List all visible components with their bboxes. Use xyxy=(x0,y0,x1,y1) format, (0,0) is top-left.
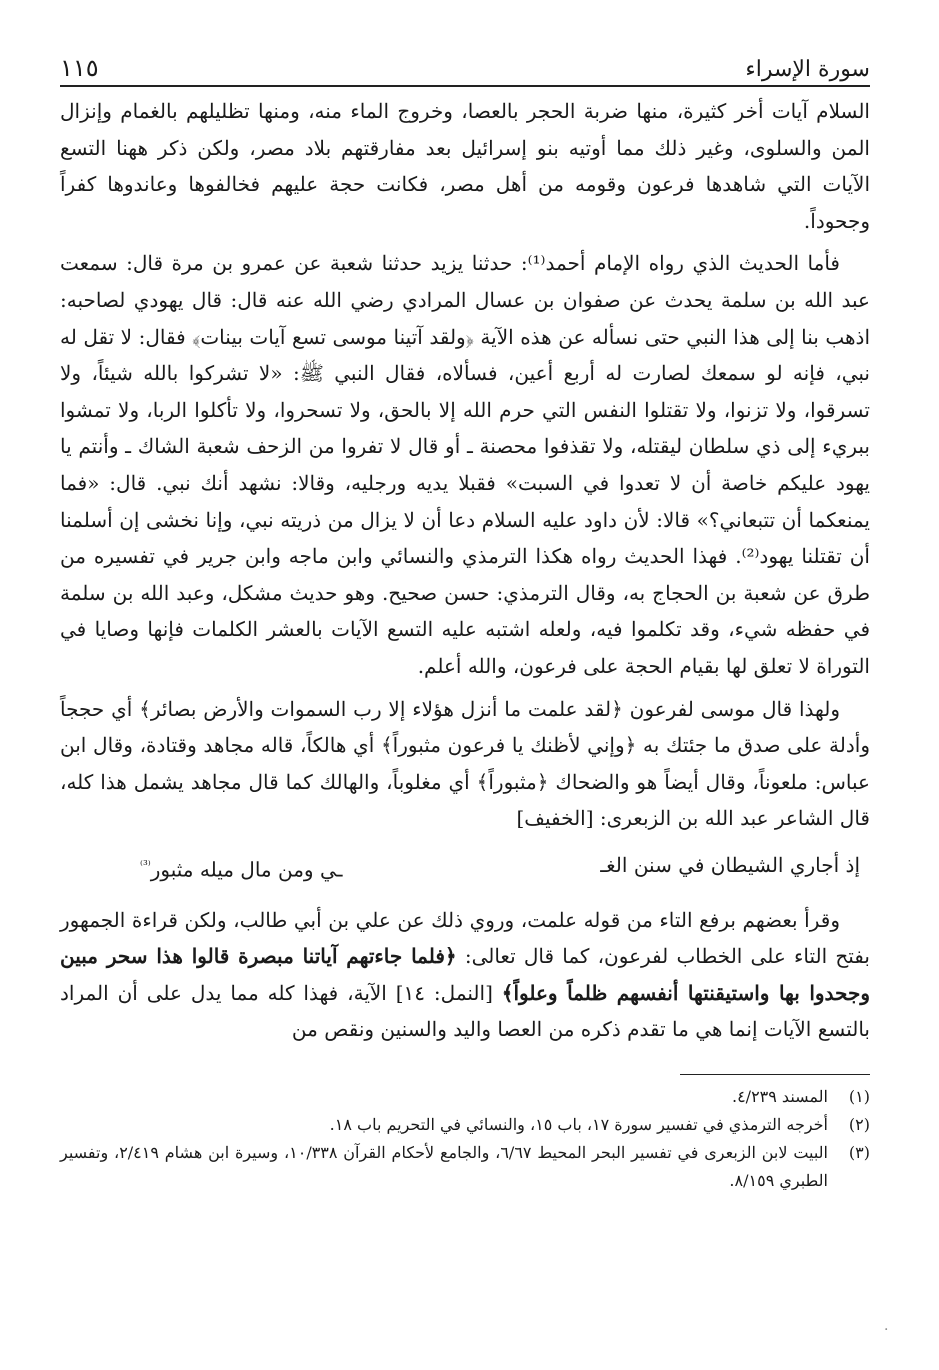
quran-quote-bold: ﴿فلما جاءتهم آياتنا مبصرة قالوا هذا سحر مبين وجحدوا بها واستيقنتها أنفسهم ظلماً وعلواً﴾ xyxy=(60,944,870,1005)
paragraph-3: ولهذا قال موسى لفرعون ﴿لقد علمت ما أنزل هؤلاء إلا رب السموات والأرض بصائر﴾ أي حججاً وأدلة على صدق ما جئتك به ﴿وإني لأظنك يا فرعون مثبوراً﴾ أي هالكاً، قاله مجاهد وقتادة، وقال ابن عباس: ملعوناً، وقال أيضاً هو والضحاك ﴿مثبوراً﴾ أي مغلوباً، والهالك كما قال مجاهد يشمل هذا كله، قال الشاعر عبد الله بن الزبعرى: [الخفيف] xyxy=(60,696,870,831)
footnote-number: (١) xyxy=(848,1086,870,1106)
footnote-3 xyxy=(60,1139,870,1195)
verse-footnote-mark: ⁽³⁾ xyxy=(140,857,151,872)
footnotes xyxy=(60,1083,870,1195)
paragraph-4-continuation: [النمل: ١٤] الآية، فهذا كله مما يدل على أن المراد بالتسع الآيات إنما هي ما تقدم ذكره من العصا واليد والسنين ونقص من xyxy=(60,980,870,1042)
footnote-divider xyxy=(680,1074,870,1075)
footnote-text: أخرجه الترمذي في تفسير سورة ١٧، باب ١٥، والنسائي في التحريم باب ١٨. xyxy=(329,1114,828,1134)
footnote-1 xyxy=(60,1083,870,1111)
footnote-text: البيت لابن الزبعرى في تفسير البحر المحيط ٦/٦٧، والجامع لأحكام القرآن ١٠/٣٣٨، وسيرة ابن هشام ٢/٤١٩، وتفسير الطبري ٨/١٥٩. xyxy=(60,1142,829,1190)
verse-first-hemistich: إذ أجاري الشيطان في سنن الغـ xyxy=(600,852,860,877)
final-paragraph xyxy=(60,902,870,1048)
paragraph-1: السلام آيات أخر كثيرة، منها ضربة الحجر بالعصا، وخروج الماء منه، ومنها تظليلهم بالغمام وإنزال المن والسلوى، وغير ذلك مما أوتيه بنو إسرائيل بعد مفارقتهم بلاد مصر، ولكن ذكر ههنا التسع الآيات التي شاهدها فرعون وقومه من أهل مصر، فكانت حجة عليهم فخالفوها وعاندوها كفراً وجحوداً. xyxy=(60,99,870,233)
footnote-text: المسند ٤/٢٣٩. xyxy=(731,1086,828,1106)
verse-second-hemistich xyxy=(140,847,342,888)
main-text xyxy=(60,93,870,837)
footnote-number: (٢) xyxy=(848,1114,870,1134)
paragraph-4-intro: وقرأ بعضهم برفع التاء من قوله علمت، وروي ذلك عن علي بن أبي طالب، ولكن قراءة الجمهور بفتح التاء على الخطاب لفرعون، كما قال تعالى: xyxy=(60,907,870,969)
page-number: ١١٥ xyxy=(60,54,99,82)
paragraph-4 xyxy=(60,902,870,1048)
page-header xyxy=(60,40,870,87)
footnote-2 xyxy=(60,1111,870,1139)
margin-dot: · xyxy=(884,1322,889,1338)
book-page xyxy=(60,40,870,1340)
verse-second-hemistich-text: ـي ومن مال ميله مثبور xyxy=(150,857,343,882)
poetry-verse xyxy=(60,843,870,896)
surah-title: سورة الإسراء xyxy=(745,57,870,82)
footnote-number: (٣) xyxy=(848,1142,870,1162)
paragraph-2: فأما الحديث الذي رواه الإمام أحمد⁽¹⁾: حدثنا يزيد حدثنا شعبة عن عمرو بن مرة قال: سمعت عبد الله بن سلمة يحدث عن صفوان بن عسال المرادي رضي الله عنه قال: قال يهودي لصاحبه: اذهب بنا إلى هذا النبي حتى نسأله عن هذه الآية ﴿ولقد آتينا موسى تسع آيات بينات﴾ فقال: لا تقل له نبي، فإنه لو سمعك لصارت له أربع أعين، فسألاه، فقال النبي ﷺ: «لا تشركوا بالله شيئاً، ولا تسرقوا، ولا تزنوا، ولا تقتلوا النفس التي حرم الله إلا بالحق، ولا تسحروا، ولا تأكلوا الربا، ولا تمشوا ببريء إلى ذي سلطان ليقتله، ولا تقذفوا محصنة ـ أو قال لا تفروا من الزحف شعبة الشاك ـ وأنتم يا يهود عليكم خاصة أن لا تعدوا في السبت» فقبلا يديه ورجليه، وقالا: نشهد أنك نبي. قال: «فما يمنعكما أن تتبعاني؟» قالا: لأن داود عليه السلام دعا أن لا يزال من ذريته نبي، وإنا نخشى إن أسلمنا أن تقتلنا يهود⁽²⁾. فهذا الحديث رواه هكذا الترمذي والنسائي وابن ماجه وابن جرير في تفسيره من طرق عن شعبة بن الحجاج به، وقال الترمذي: حسن صحيح. وهو حديث مشكل، وعبد الله بن سلمة في حفظه شيء، وقد تكلموا فيه، ولعله اشتبه عليه التسع الآيات بالعشر الكلمات فإنها وصايا في التوراة لا تعلق لها بقيام الحجة على فرعون، والله أعلم. xyxy=(60,251,870,678)
